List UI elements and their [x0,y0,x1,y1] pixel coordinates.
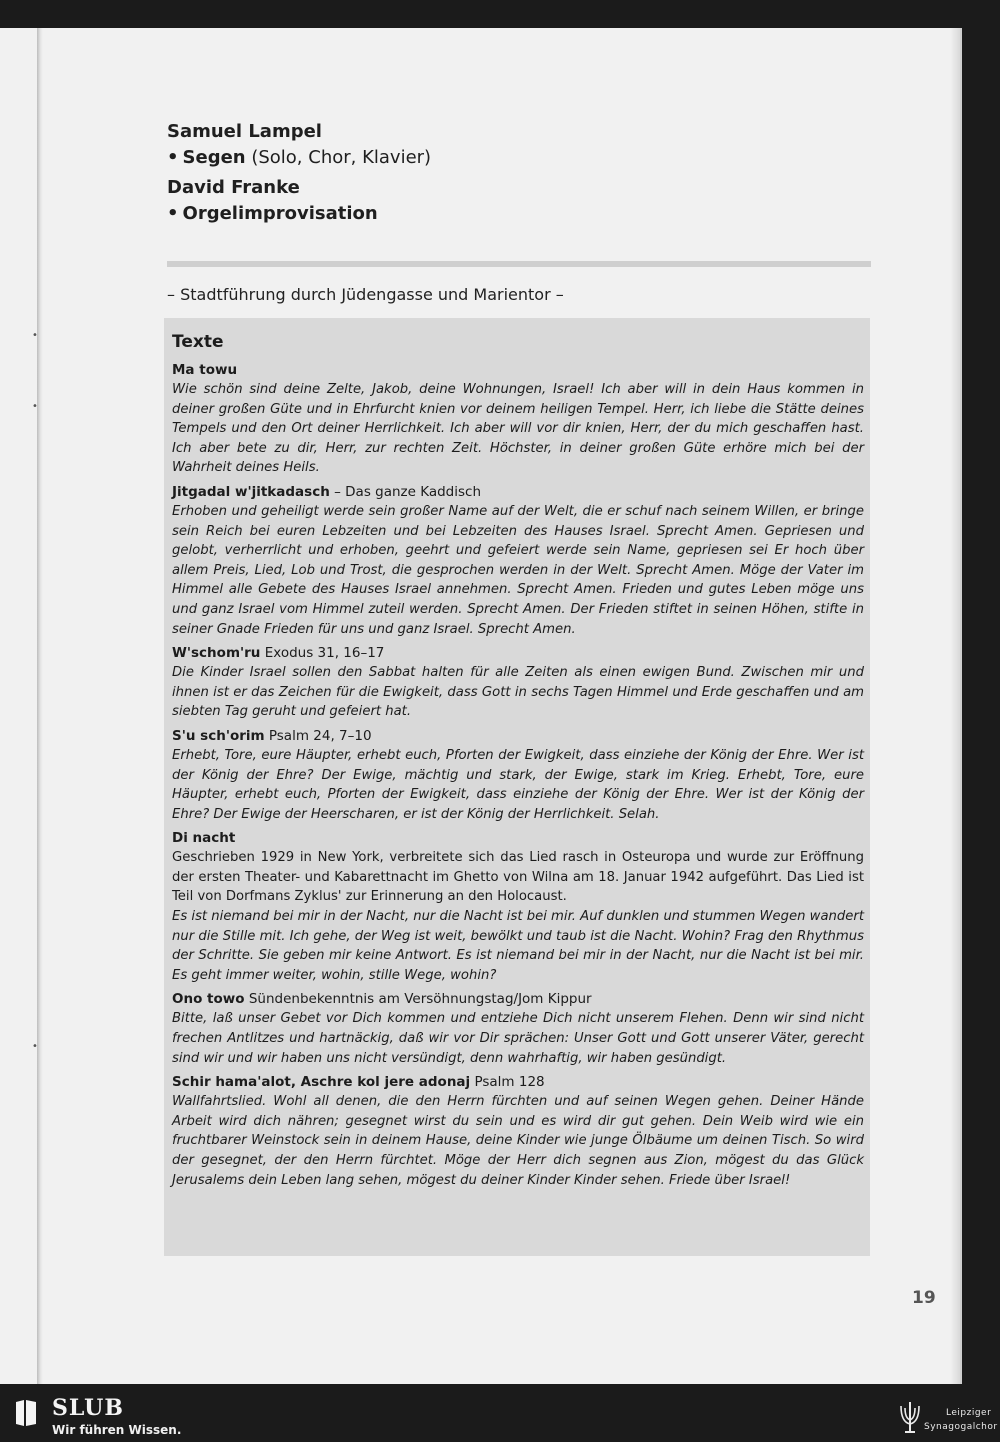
work-line [167,145,867,171]
library-tagline: Wir führen Wissen. [52,1423,182,1437]
section-title: Di nacht [172,830,236,847]
section-header [172,1073,864,1092]
section-header [172,829,864,848]
section-text: Die Kinder Israel sollen den Sabbat halten für alle Zeiten als einen ewigen Bund. Zwischen mir und ihnen ist er das Zeichen für die Ewigkeit, dass Gott in sechs Tagen Himmel und Erde geschaffen und am siebten Tag geruht und gefeiert hat. [172,665,864,720]
staple-mark: • [32,401,38,412]
section-title: Schir hama'alot, Aschre kol jere adonaj [172,1074,471,1091]
bullet: • [167,203,179,224]
section-title: S'u sch'orim [172,727,265,744]
text-section [172,1073,864,1190]
section-title: W'schom'ru [172,645,261,662]
tour-note: – Stadtführung durch Jüdengasse und Marientor – [167,285,564,304]
footer-bar [0,1392,1000,1442]
section-text: Erhebt, Tore, eure Häupter, erhebt euch, Pforten der Ewigkeit, dass einziehe der König der Ehre. Wer ist der König der Ehre? Der Ewige, mächtig und stark, der Ewige, stark im Krieg. Erhebt, Tore, eure Häupter, erhebt euch, Pforten der Ewigkeit, dass einziehe der König der Ehre. Wer ist der König der Ehre? Der Ewige der Heerscharen, er ist der König der Herrlichkeit. Selah. [172,747,864,822]
work-title: Orgelimprovisation [182,203,378,224]
texts-panel [164,318,870,1256]
section-text: Erhoben und geheiligt werde sein großer Name auf der Welt, die er schuf nach seinem Willen, er bringe sein Reich bei euren Lebzeiten und bei Lebzeiten des Hauses Israel. Sprecht Amen. Gepriesen und gelobt, verherrlicht und erhoben, geehrt und gefeiert werde sein Name, gepriesen sei Er hoch über allem Preis, Lied, Lob und Trost, die gesprochen werden in der Welt. Sprecht Amen. Möge der Vater im Himmel alle Gebete des Hauses Israel annehmen. Sprecht Amen. Frieden und gutes Leben möge uns und ganz Israel vom Himmel zuteil werden. Sprecht Amen. Der Frieden stiftet in seinen Höhen, stifte in seiner Gnade Frieden für uns und ganz Israel. Sprecht Amen. [172,503,864,637]
menorah-logo-icon [897,1398,923,1436]
slub-logo-icon [14,1398,38,1428]
staple-mark: • [32,1041,38,1052]
section-text: Bitte, laß unser Gebet vor Dich kommen und entziehe Dich nicht unserem Flehen. Denn wir sind nicht frechen Antlitzes und hartnäckig, daß wir vor Dir sprächen: Unser Gott und Gott unserer Väter, gerecht sind wir und wir haben uns nicht versündigt, denn wahrhaftig, wir haben gesündigt. [172,1011,864,1066]
program-entry [167,175,867,227]
section-title: Ono towo [172,991,245,1008]
section-divider [167,261,871,267]
section-text: Wie schön sind deine Zelte, Jakob, deine Wohnungen, Israel! Ich aber will in dein Haus kommen in deiner großen Güte und in Ehrfurcht knien vor deinem heiligen Tempel. Herr, ich liebe die Stätte deines Tempels und den Ort deiner Herrlichkeit. Ich aber will vor dir knien, Herr, der du mich geschaffen hast. Ich aber bete zu dir, Herr, zur rechten Zeit. Höchster, in deiner großen Güte erhöre mich bei der Wahrheit deines Heils. [172,382,864,476]
section-source: – Das ganze Kaddisch [329,483,482,500]
section-text: Es ist niemand bei mir in der Nacht, nur die Nacht ist bei mir. Auf dunklen und stummen Wegen wandert nur die Stille mit. Ich gehe, der Weg ist weit, bewölkt und taub ist die Nacht. Wohin? Frag den Rhythmus der Schritte. Sie geben mir keine Antwort. Es ist niemand bei mir in der Nacht, nur die Nacht ist bei mir. Es geht immer weiter, wohin, stille Wege, wohin? [172,909,864,983]
text-section [172,483,864,639]
text-section [172,644,864,722]
section-header [172,483,864,502]
section-source: Psalm 24, 7–10 [264,727,372,744]
text-section [172,990,864,1068]
work-details: (Solo, Chor, Klavier) [245,147,432,168]
bullet: • [167,147,179,168]
work-title: Segen [182,147,246,168]
text-section [172,361,864,478]
program-entry [167,119,867,171]
section-source: Exodus 31, 16–17 [260,645,385,662]
section-text: Wallfahrtslied. Wohl all denen, die den Herrn fürchten und auf seinen Wegen gehen. Deiner Hände Arbeit wird dich nähren; gesegnet wirst du sein und es wird dir gut gehen. Dein Weib wird wie ein fruchtbarer Weinstock sein in deinem Hause, deine Kinder wie junge Ölbäume um deinen Tisch. So wird der gesegnet, der den Herrn fürchtet. Möge der Herr dich segnen aus Zion, mögest du das Glück Jerusalems dein Leben lang sehen, mögest du deiner Kinder Kinder sehen. Friede über Israel! [172,1094,864,1188]
section-header [172,644,864,663]
text-section [172,727,864,824]
program-list [167,119,867,231]
section-header [172,990,864,1009]
section-note: Geschrieben 1929 in New York, verbreitete sich das Lied rasch in Osteuropa und wurde zur Eröffnung der ersten Theater- und Kabarettnacht im Ghetto von Wilna am 18. Januar 1942 aufgeführt. Das Lied ist Teil von Dorfmans Zyklus' zur Erinnerung an den Holocaust. [172,850,864,905]
page-number: 19 [912,1288,936,1308]
text-section [172,829,864,985]
section-title: Jitgadal w'jitkadasch [172,483,330,500]
section-header [172,727,864,746]
page-gutter [37,28,43,1384]
texts-heading: Texte [172,332,224,352]
staple-mark: • [32,330,38,341]
section-title: Ma towu [172,362,238,378]
section-header [172,361,864,380]
work-line [167,201,867,227]
composer-name: David Franke [167,177,300,198]
composer-name: Samuel Lampel [167,121,322,142]
choir-name-line1: Leipziger [946,1408,992,1418]
section-source: Sündenbekenntnis am Versöhnungstag/Jom Kippur [244,991,592,1008]
section-source: Psalm 128 [470,1074,545,1091]
page-edge [950,28,960,1384]
choir-name-line2: Synagogalchor [924,1422,998,1432]
library-name: SLUB [52,1395,124,1421]
